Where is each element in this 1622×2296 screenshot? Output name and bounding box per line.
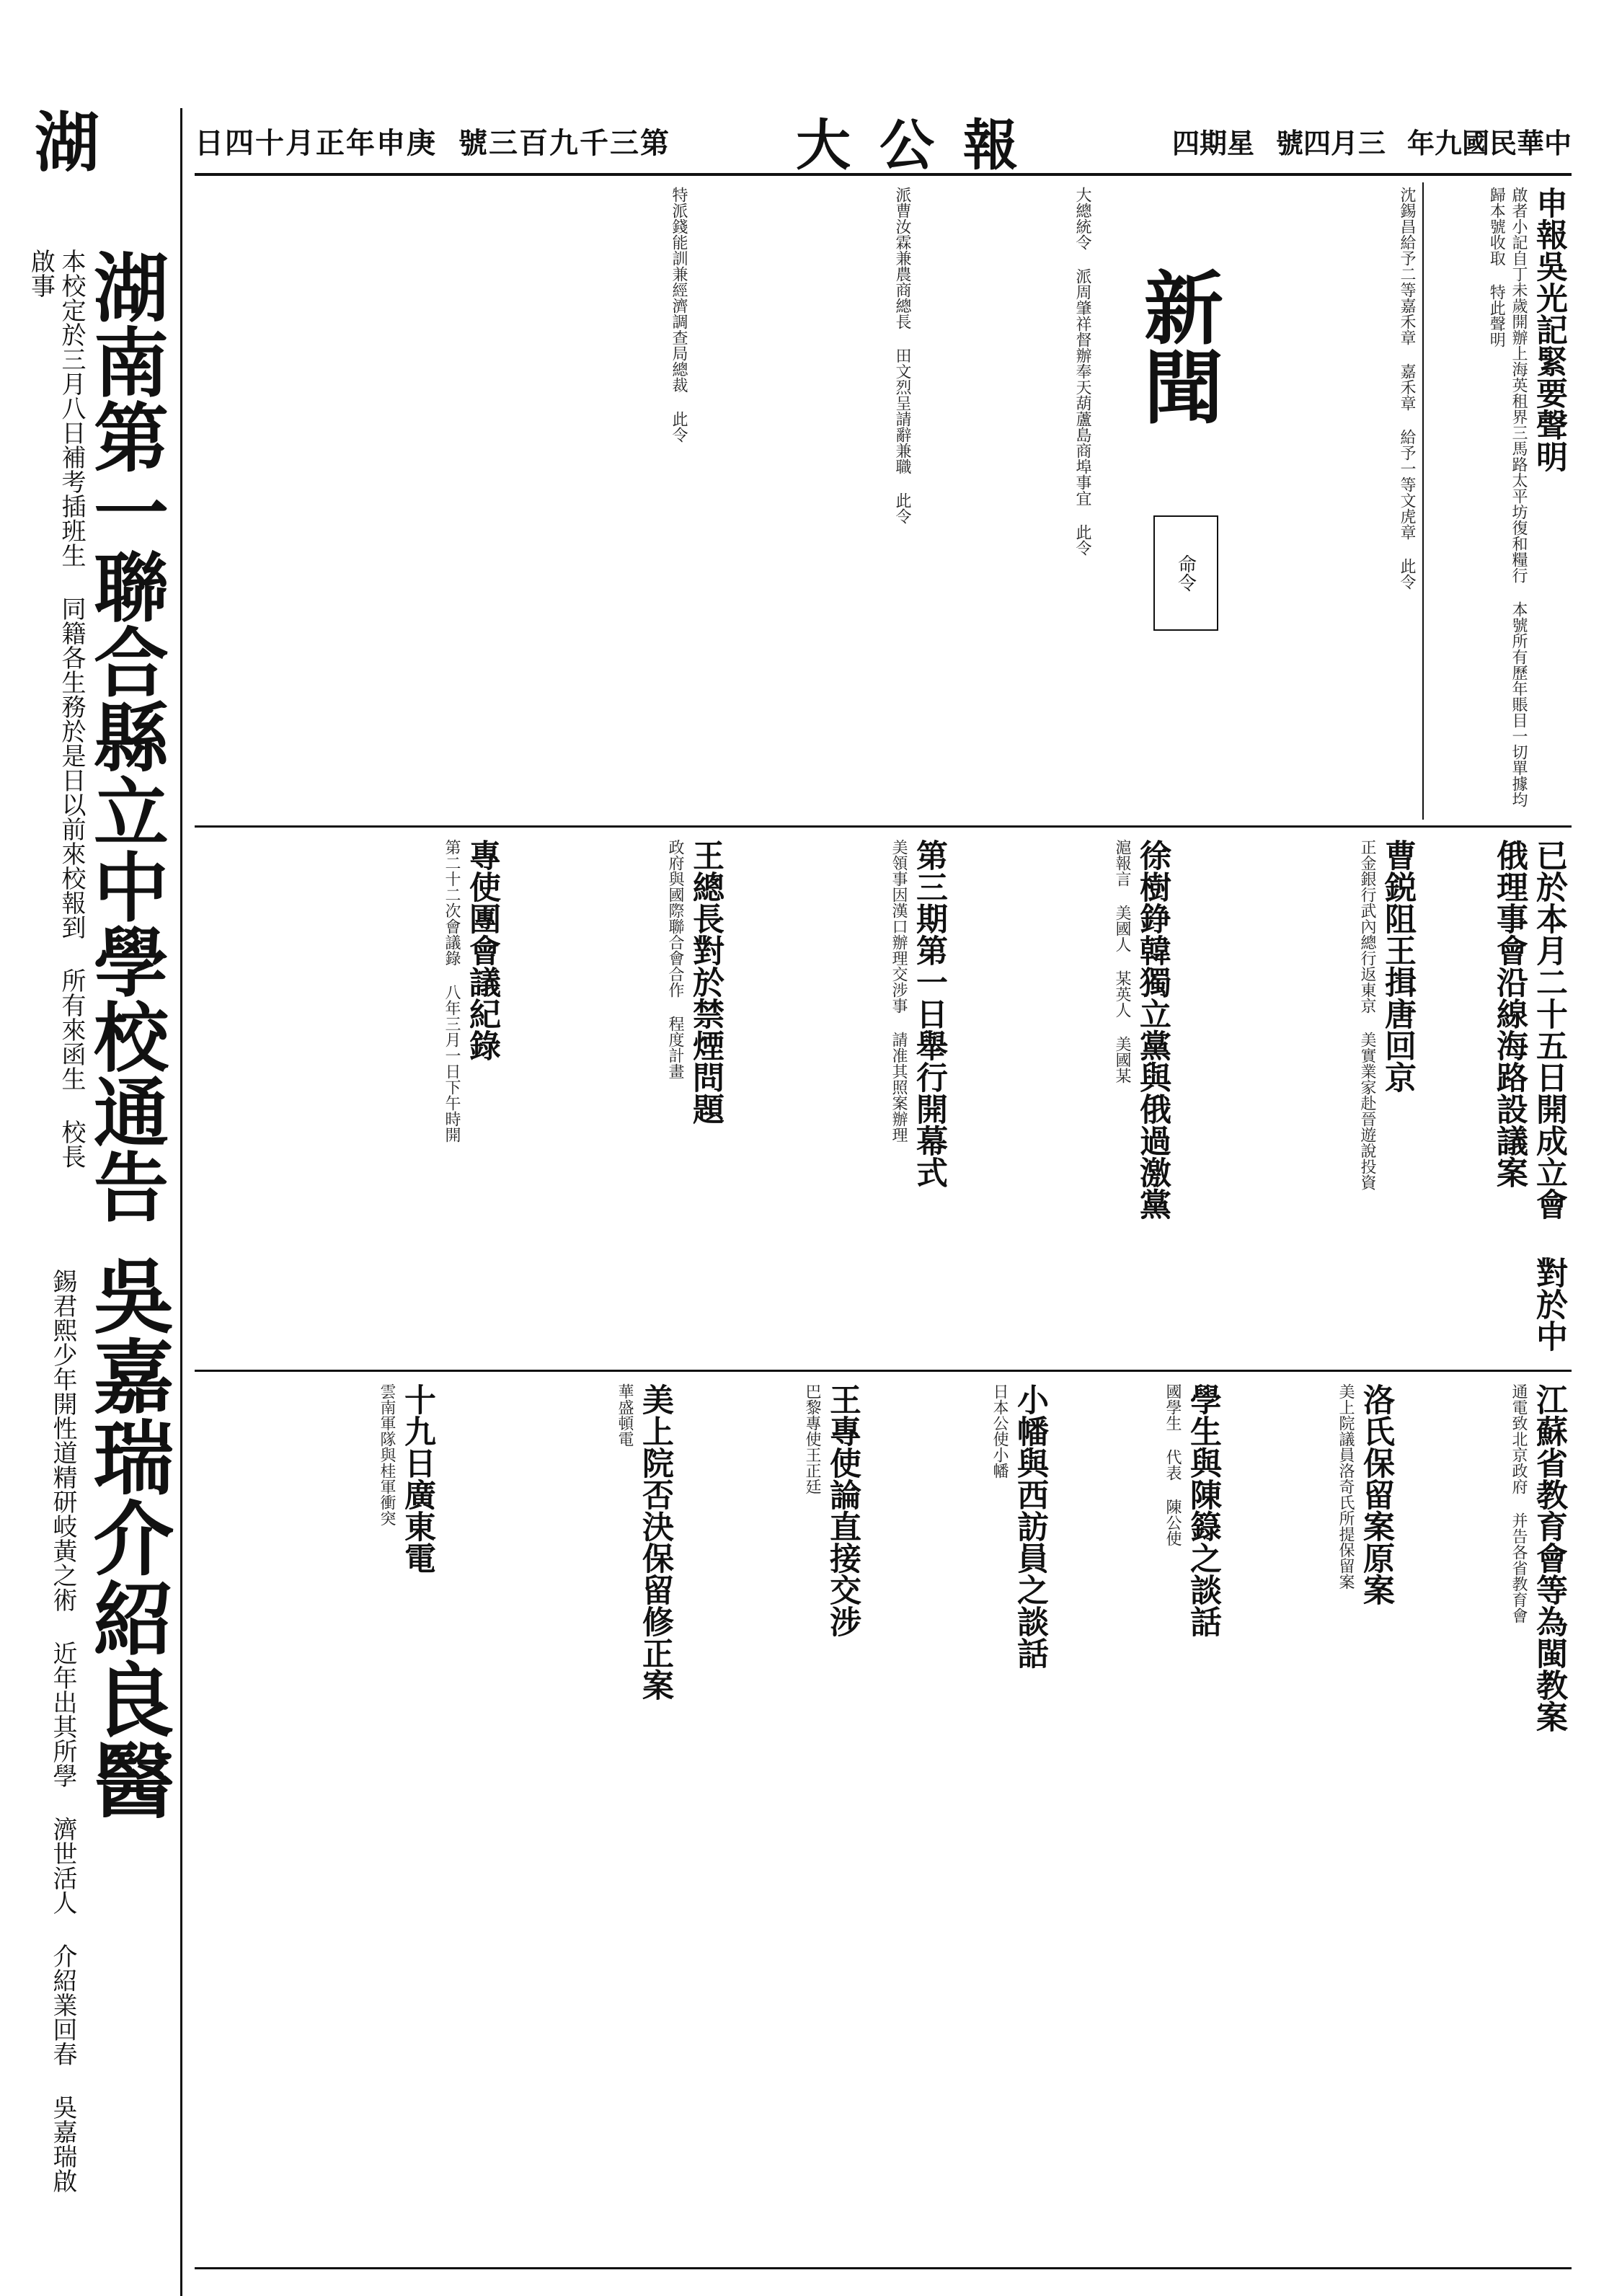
article-headline: 徐樹錚韓獨立黨與俄過激黨	[1134, 839, 1171, 1220]
article-body: 華盛頓電	[616, 1383, 634, 1447]
article-headline: 小幡與西訪員之談話	[1011, 1383, 1048, 1669]
article	[202, 836, 505, 1362]
article-body: 美領事因漢口辦理交涉事 請准其照案辦理	[890, 839, 908, 1143]
article-headline: 王總長對於禁煙問題	[687, 839, 724, 1125]
article-body: 派曹汝霖兼農商總長 田文烈呈請辭兼職 此令	[893, 187, 911, 524]
article-body: 正金銀行武內總行返東京 美實業家赴晉遊說投資	[1358, 839, 1376, 1190]
masthead-date-lunar: 號四月三	[1275, 126, 1386, 159]
article	[1427, 184, 1572, 818]
article-headline: 已於本月二十五日開成立會 對於中俄理事會沿線海路設議案	[1491, 839, 1567, 1352]
article-headline: 王專使論直接交涉	[824, 1383, 861, 1637]
doctor-ad-title: 吳嘉瑞介紹良醫	[80, 1254, 174, 1819]
article-headline: 申報吳光記緊要聲明	[1530, 187, 1567, 472]
article	[923, 184, 1096, 818]
article-body: 巴黎專使王正廷	[803, 1383, 821, 1494]
article	[1427, 836, 1572, 1362]
doctor-ad-body: 錫君熙少年開性道精研岐黃之術 近年出其所學 濟世活人 介紹業回春 吳嘉瑞啟	[48, 1269, 77, 2193]
article-headline: 江蘇省教育會等為閩教案	[1530, 1383, 1567, 1732]
article-headline: 美上院否決保留修正案	[637, 1383, 673, 1701]
masthead-year: 年九國民華中	[1406, 126, 1572, 159]
article-headline: 曹鋭阻王揖唐回京	[1379, 839, 1416, 1093]
article-headline: 專使團會議紀錄	[464, 839, 500, 1061]
article	[685, 1380, 865, 2260]
article-headline: 學生與陳籙之談話	[1184, 1383, 1221, 1637]
article-body: 大總統令 派周肇祥督辦奉天葫蘆島商埠事宜 此令	[1073, 187, 1091, 556]
article-body: 雲南軍隊與桂軍衝突	[378, 1383, 396, 1526]
article-body: 沈錫昌給予二等嘉禾章 嘉禾章 給予一等文虎章 此令	[1398, 187, 1416, 590]
article	[1406, 1380, 1572, 2260]
article-body: 啟者小記自丁未歲開辦上海英租界三馬路太平坊復和糧行 本號所有歷年賬目一切單據均歸本號收取 特此聲明	[1487, 187, 1528, 807]
article-headline: 十九日廣東電	[399, 1383, 435, 1574]
masthead-date: 日四十月正年申庚	[195, 125, 437, 160]
masthead-issue: 號三百九千三第	[458, 125, 670, 160]
article-body: 政府與國際聯合會合作 程度計畫	[666, 839, 684, 1079]
article	[447, 1380, 678, 2260]
article-body: 美上院議員洛奇氏所提保留案	[1337, 1383, 1355, 1590]
article	[872, 1380, 1052, 2260]
article	[512, 836, 728, 1362]
section-label: 命令	[1153, 515, 1218, 631]
article-body: 通電致北京政府 并告各省教育會	[1510, 1383, 1528, 1623]
article-body: 日本公使小幡	[991, 1383, 1009, 1479]
article	[1182, 836, 1420, 1362]
news-section-banner: 新聞	[1131, 267, 1224, 425]
article	[1240, 184, 1420, 818]
article	[202, 184, 692, 818]
newspaper-title: 大公報	[795, 112, 1047, 177]
left-ad-strip	[0, 108, 182, 2296]
row-middle	[195, 829, 1572, 1372]
masthead	[195, 108, 1572, 176]
school-notice-body: 本校定於三月八日補考插班生 同籍各生務於是日以前來校報到 所有來函生 校長啟事	[26, 249, 86, 1169]
article-body: 第二十二次會議錄 八年三月一日下午時開	[443, 839, 461, 1143]
article	[202, 1380, 440, 2260]
article-body: 國學生 代表 陳公使	[1164, 1383, 1182, 1546]
row-bottom	[195, 1373, 1572, 2269]
article-body: 特派錢能訓兼經濟調查局總裁 此令	[670, 187, 688, 443]
article	[735, 836, 952, 1362]
left-strip-header: 湖	[23, 108, 99, 173]
article-headline: 第三期第一日舉行開幕式	[910, 839, 947, 1188]
column-divider	[1422, 182, 1424, 820]
article	[959, 836, 1175, 1362]
masthead-weekday: 四期星	[1171, 126, 1254, 159]
article-headline: 洛氏保留案原案	[1357, 1383, 1394, 1605]
article-body: 滬報言 美國人 某英人 美國某	[1113, 839, 1131, 1083]
school-notice-title: 湖南第一聯合縣立中學校通告	[81, 249, 169, 1223]
article	[1233, 1380, 1399, 2260]
row-top	[195, 177, 1572, 828]
article	[699, 184, 916, 818]
article	[1060, 1380, 1226, 2260]
